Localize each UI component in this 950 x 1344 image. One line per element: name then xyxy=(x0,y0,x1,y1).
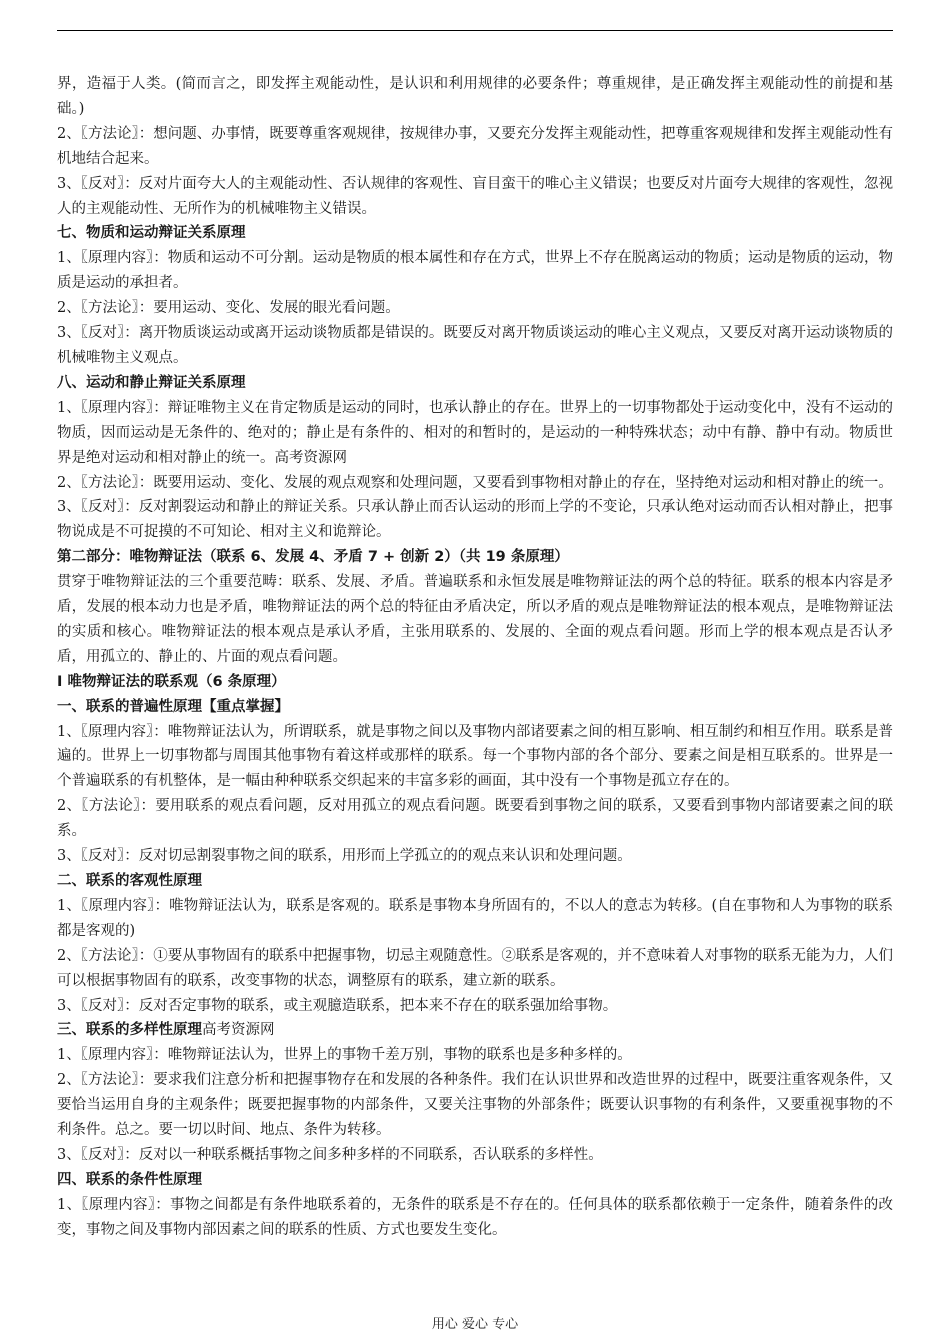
section-heading xyxy=(57,695,893,720)
heading-text: 三、联系的多样性原理 xyxy=(57,1022,202,1039)
heading-suffix: 高考资源网 xyxy=(202,1022,275,1039)
section-heading xyxy=(57,371,893,396)
paragraph xyxy=(57,794,893,844)
paragraph xyxy=(57,321,893,371)
paragraph-text: 2、〖方法论〗：要求我们注意分析和把握事物存在和发展的各种条件。我们在认识世界和改造世界的过程中，既要注重客观条件，又要恰当运用自身的主观条件；既要把握事物的内部条件，又要关注事物的外部条件；既要认识事物的有利条件，又要重视事物的不利条件。总之。要一切以时间、地点、条件为转移。 xyxy=(57,1072,893,1139)
heading-text: 一、联系的普遍性原理【重点掌握】 xyxy=(57,698,289,715)
heading-text: 四、联系的条件性原理 xyxy=(57,1171,202,1188)
paragraph xyxy=(57,994,893,1019)
paragraph-text: 1、〖原理内容〗：事物之间都是有条件地联系着的，无条件的联系是不存在的。任何具体的联系都依赖于一定条件，随着条件的改变，事物之间及事物内部因素之间的联系的性质、方式也要发生变化。 xyxy=(57,1196,893,1238)
paragraph-text: 贯穿于唯物辩证法的三个重要范畴：联系、发展、矛盾。普遍联系和永恒发展是唯物辩证法的两个总的特征。联系的根本内容是矛盾，发展的根本动力也是矛盾，唯物辩证法的两个总的特征由矛盾决定，所以矛盾的观点是唯物辩证法的根本观点，是唯物辩证法的实质和核心。唯物辩证法的根本观点是承认矛盾，主张用联系的、发展的、全面的观点看问题。形而上学的根本观点是否认矛盾，用孤立的、静止的、片面的观点看问题。 xyxy=(57,574,893,665)
header-rule xyxy=(57,30,893,31)
paragraph-text: 界，造福于人类。(简而言之，即发挥主观能动性，是认识和利用规律的必要条件；尊重规律，是正确发挥主观能动性的前提和基础。) xyxy=(57,76,893,117)
section-heading xyxy=(57,869,893,894)
paragraph-text: 1、〖原理内容〗：唯物辩证法认为，联系是客观的。联系是事物本身所固有的，不以人的意志为转移。(自在事物和人为事物的联系都是客观的) xyxy=(57,897,893,939)
paragraph xyxy=(57,1068,893,1143)
paragraph xyxy=(57,1193,893,1243)
paragraph-text: 2、〖方法论〗：既要用运动、变化、发展的观点观察和处理问题，又要看到事物相对静止的存在，坚持绝对运动和相对静止的统一。 xyxy=(57,474,893,491)
paragraph-text: 1、〖原理内容〗：辩证唯物主义在肯定物质是运动的同时，也承认静止的存在。世界上的一切事物都处于运动变化中，没有不运动的物质，因而运动是无条件的、绝对的；静止是有条件的、相对的和暂时的，是运动的一种特殊状态；动中有静、静中有动。物质世界是绝对运动和相对静止的统一。高考资源网 xyxy=(57,399,893,466)
heading-text: 第二部分：唯物辩证法（联系 6、发展 4、矛盾 7 + 创新 2）（共 19 条原理） xyxy=(57,549,569,566)
heading-text: 七、物质和运动辩证关系原理 xyxy=(57,225,246,242)
paragraph xyxy=(57,1043,893,1068)
paragraph-text: 1、〖原理内容〗：唯物辩证法认为，世界上的事物千差万别，事物的联系也是多种多样的。 xyxy=(57,1047,632,1064)
section-heading xyxy=(57,1018,893,1043)
document-body xyxy=(57,72,893,1243)
paragraph-text: 3、〖反对〗：反对否定事物的联系，或主观臆造联系，把本来不存在的联系强加给事物。 xyxy=(57,997,618,1014)
paragraph xyxy=(57,720,893,795)
paragraph xyxy=(57,396,893,471)
paragraph-text: 2、〖方法论〗：要用运动、变化、发展的眼光看问题。 xyxy=(57,300,400,317)
paragraph xyxy=(57,471,893,496)
paragraph-text: 3、〖反对〗：反对片面夸大人的主观能动性、否认规律的客观性、盲目蛮干的唯心主义错误；也要反对片面夸大规律的客观性，忽视人的主观能动性、无所作为的机械唯物主义错误。 xyxy=(57,175,893,217)
section-heading xyxy=(57,670,893,695)
paragraph-text: 1、〖原理内容〗：唯物辩证法认为，所谓联系，就是事物之间以及事物内部诸要素之间的相互影响、相互制约和相互作用。联系是普遍的。世界上一切事物都与周围其他事物有着这样或那样的联系。每一个事物内部的各个部分、要素之间是相互联系的。世界是一个普遍联系的有机整体，是一幅由种种联系交织起来的丰富多彩的画面，其中没有一个事物是孤立存在的。 xyxy=(57,723,893,790)
paragraph xyxy=(57,944,893,994)
paragraph xyxy=(57,172,893,222)
paragraph xyxy=(57,296,893,321)
page-footer: 用心 爱心 专心 xyxy=(431,1317,519,1332)
heading-text: Ⅰ 唯物辩证法的联系观（6 条原理） xyxy=(57,673,286,690)
heading-text: 八、运动和静止辩证关系原理 xyxy=(57,374,246,391)
paragraph xyxy=(57,844,893,869)
section-heading xyxy=(57,1168,893,1193)
paragraph-text: 1、〖原理内容〗：物质和运动不可分割。运动是物质的根本属性和存在方式，世界上不存在脱离运动的物质；运动是物质的运动，物质是运动的承担者。 xyxy=(57,250,893,292)
section-heading xyxy=(57,221,893,246)
paragraph xyxy=(57,894,893,944)
paragraph-text: 3、〖反对〗：反对割裂运动和静止的辩证关系。只承认静止而否认运动的形而上学的不变论，只承认绝对运动而否认相对静止，把事物说成是不可捉摸的不可知论、相对主义和诡辩论。 xyxy=(57,499,893,541)
paragraph-text: 3、〖反对〗：离开物质谈运动或离开运动谈物质都是错误的。既要反对离开物质谈运动的唯心主义观点，又要反对离开运动谈物质的机械唯物主义观点。 xyxy=(57,325,893,366)
paragraph xyxy=(57,122,893,172)
paragraph xyxy=(57,1143,893,1168)
paragraph-text: 2、〖方法论〗：①要从事物固有的联系中把握事物，切忌主观随意性。②联系是客观的，并不意味着人对事物的联系无能为力，人们可以根据事物固有的联系，改变事物的状态，调整原有的联系，建立新的联系。 xyxy=(57,947,893,989)
heading-text: 二、联系的客观性原理 xyxy=(57,873,202,889)
paragraph-text: 3、〖反对〗：反对以一种联系概括事物之间多种多样的不同联系，否认联系的多样性。 xyxy=(57,1146,603,1163)
paragraph xyxy=(57,246,893,296)
paragraph xyxy=(57,495,893,545)
paragraph xyxy=(57,72,893,122)
paragraph-text: 2、〖方法论〗：想问题、办事情，既要尊重客观规律，按规律办事，又要充分发挥主观能动性，把尊重客观规律和发挥主观能动性有机地结合起来。 xyxy=(57,125,893,167)
section-heading xyxy=(57,545,893,570)
paragraph-text: 3、〖反对〗：反对切忌割裂事物之间的联系，用形而上学孤立的的观点来认识和处理问题。 xyxy=(57,848,632,865)
paragraph xyxy=(57,570,893,670)
paragraph-text: 2、〖方法论〗：要用联系的观点看问题，反对用孤立的观点看问题。既要看到事物之间的联系，又要看到事物内部诸要素之间的联系。 xyxy=(57,798,893,840)
